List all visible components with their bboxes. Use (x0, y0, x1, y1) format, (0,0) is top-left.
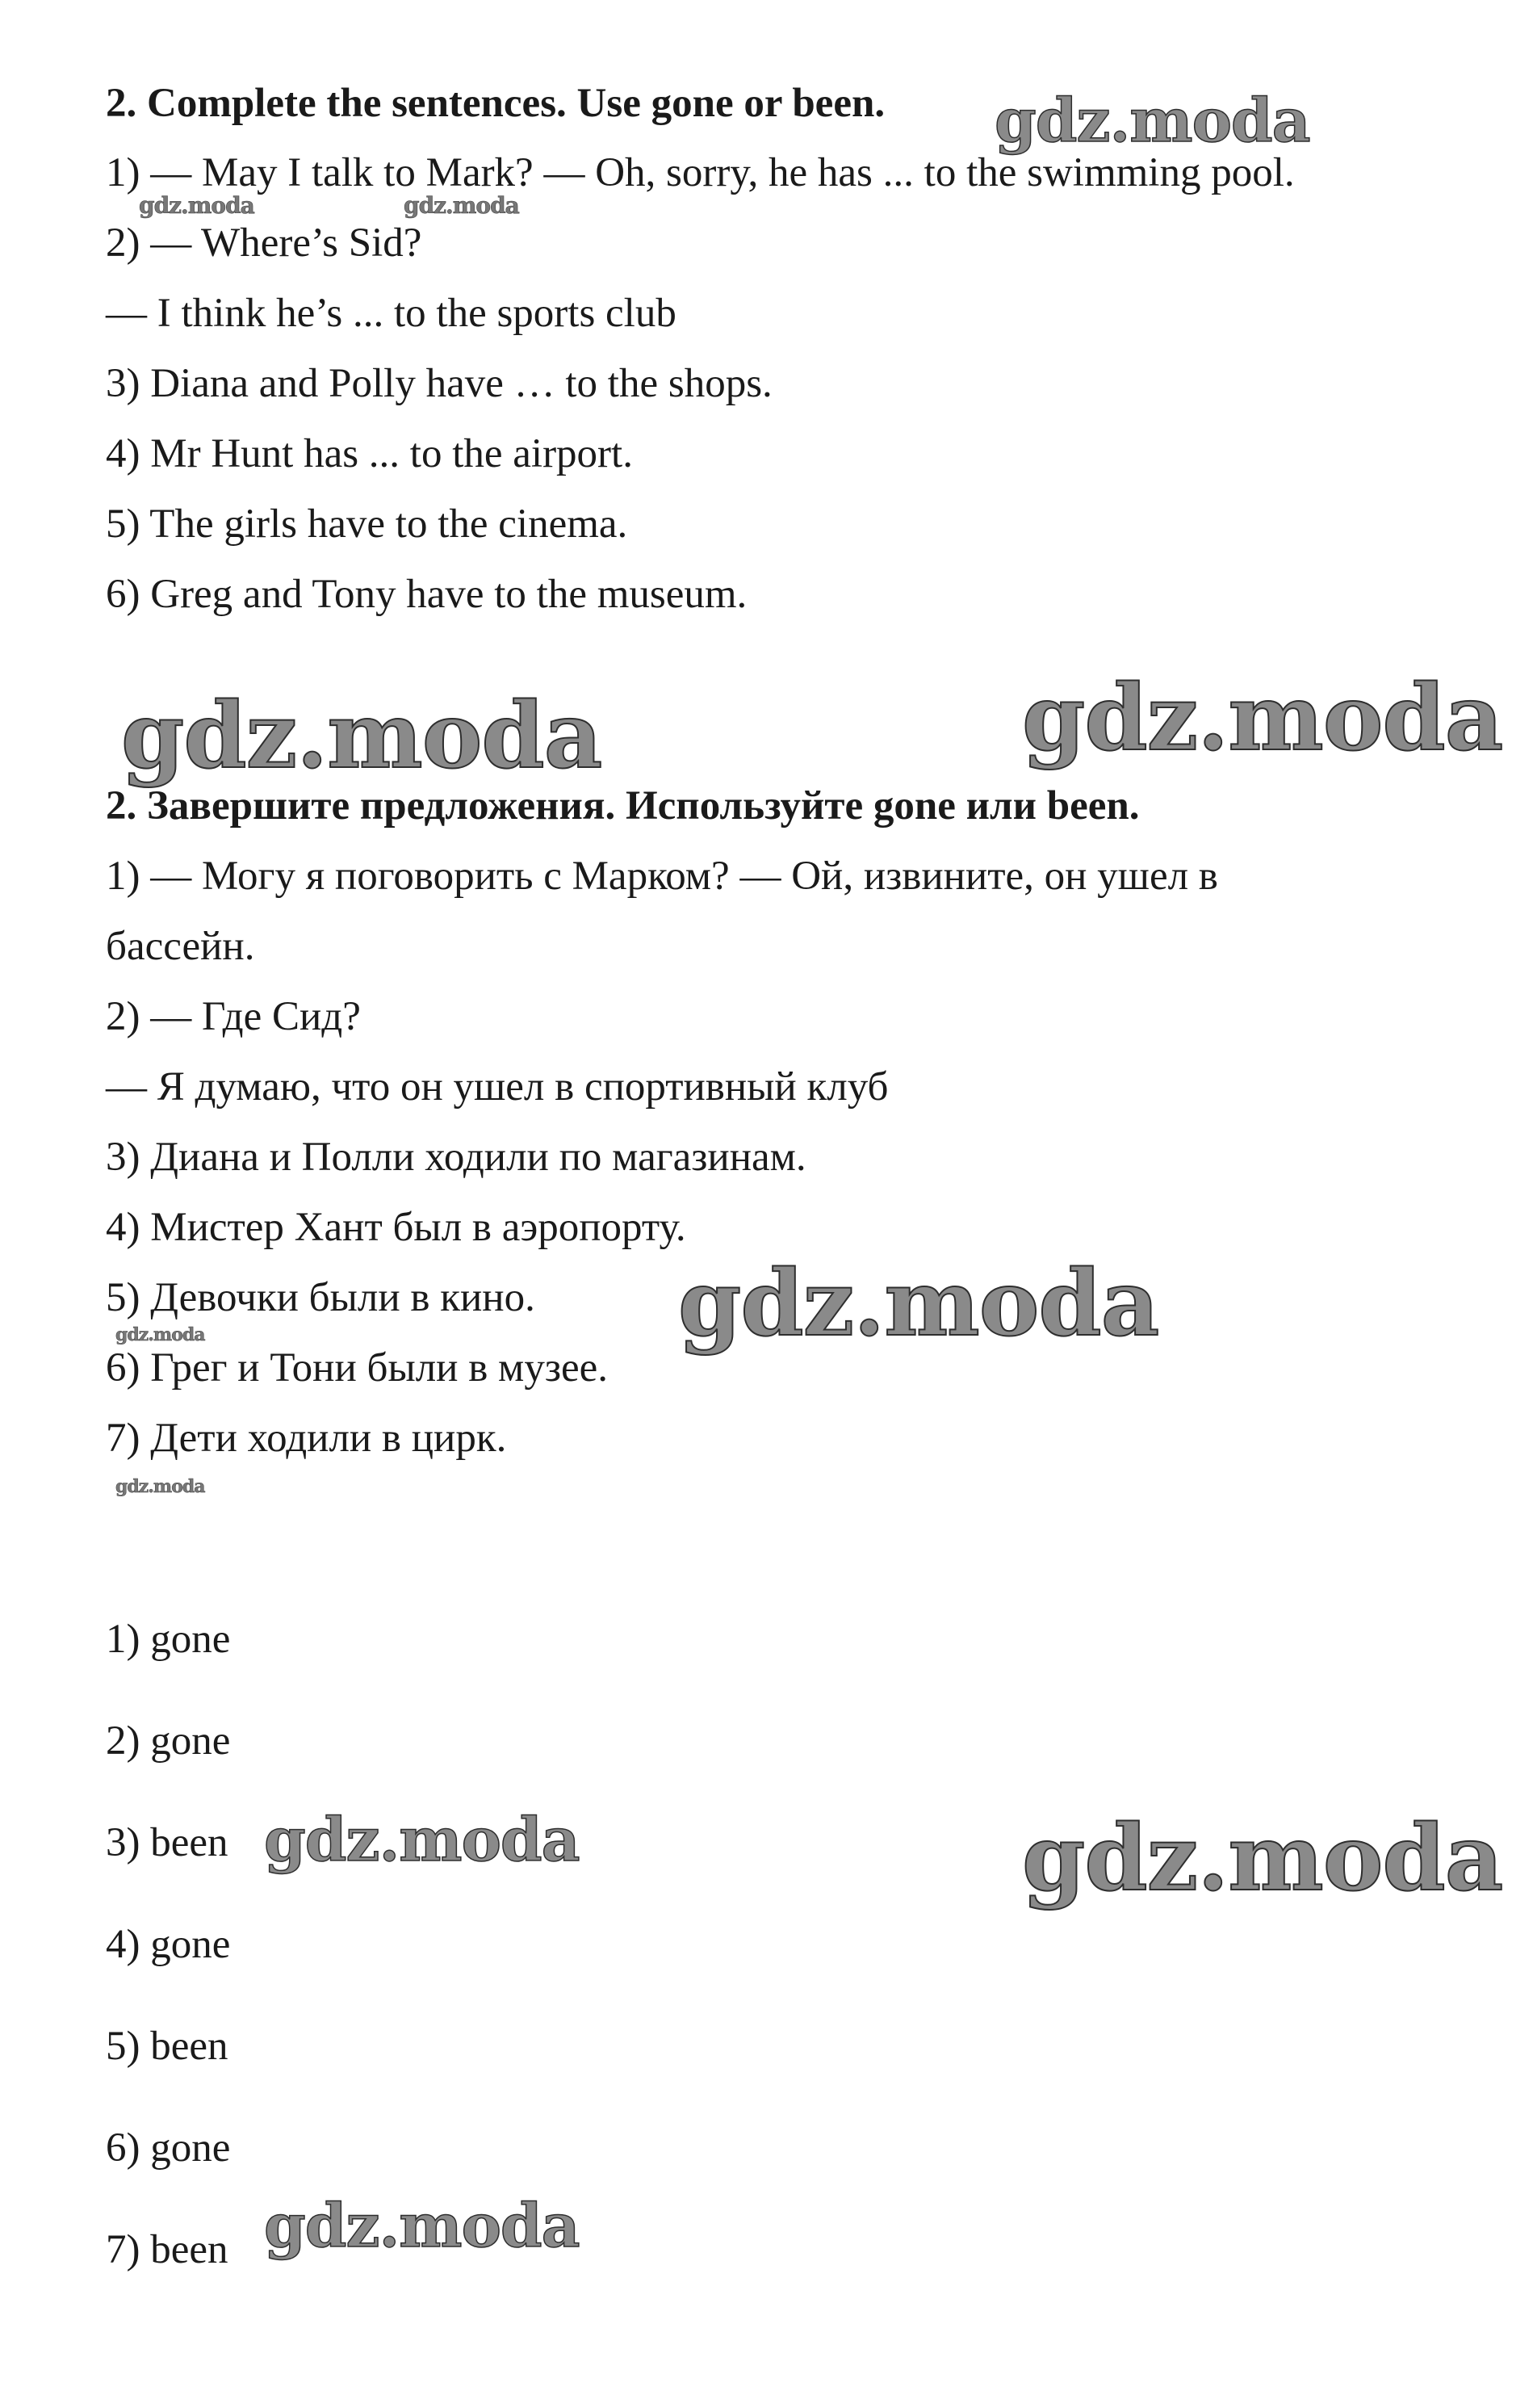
russian-line-9: 7) Дети ходили в цирк. (106, 1416, 507, 1461)
watermark-logo: gdz.moda (115, 1476, 205, 1497)
russian-heading: 2. Завершите предложения. Используйте gone или been. (106, 783, 1140, 829)
watermark-logo: gdz.moda (121, 683, 602, 789)
russian-line-5: 3) Диана и Полли ходили по магазинам. (106, 1135, 806, 1180)
russian-line-3: 2) — Где Сид? (106, 994, 361, 1039)
answer-1: 1) gone (106, 1617, 231, 1662)
watermark-logo: gdz.moda (139, 192, 254, 219)
english-heading: 2. Complete the sentences. Use gone or been. (106, 81, 886, 126)
watermark-logo: gdz.moda (115, 1324, 205, 1345)
english-line-7: 6) Greg and Tony have to the museum. (106, 572, 748, 617)
russian-line-6: 4) Мистер Хант был в аэропорту. (106, 1205, 686, 1250)
watermark-logo: gdz.moda (678, 1251, 1159, 1357)
english-line-2: 2) — Where’s Sid? (106, 220, 422, 266)
english-line-6: 5) The girls have to the cinema. (106, 501, 628, 547)
english-line-3: — I think he’s ... to the sports club (106, 291, 676, 336)
english-line-5: 4) Mr Hunt has ... to the airport. (106, 431, 633, 476)
russian-line-2: бассейн. (106, 924, 255, 969)
answer-4: 4) gone (106, 1922, 231, 1967)
answer-3: 3) been (106, 1820, 228, 1865)
watermark-logo: gdz.moda (264, 1806, 580, 1875)
russian-line-1: 1) — Могу я поговорить с Марком? — Ой, извините, он ушел в (106, 854, 1218, 899)
answer-7: 7) been (106, 2227, 228, 2272)
english-line-4: 3) Diana and Polly have … to the shops. (106, 361, 773, 406)
answer-5: 5) been (106, 2024, 228, 2069)
english-line-1: 1) — May I talk to Mark? — Oh, sorry, he has ... to the swimming pool. (106, 150, 1295, 195)
russian-line-7: 5) Девочки были в кино. (106, 1275, 535, 1320)
russian-line-8: 6) Грег и Тони были в музее. (106, 1345, 608, 1391)
watermark-logo: gdz.moda (1022, 665, 1503, 771)
watermark-logo: gdz.moda (1022, 1806, 1503, 1911)
russian-line-4: — Я думаю, что он ушел в спортивный клуб (106, 1064, 889, 1110)
watermark-logo: gdz.moda (995, 86, 1310, 156)
answer-2: 2) gone (106, 1718, 231, 1764)
answer-6: 6) gone (106, 2125, 231, 2171)
watermark-logo: gdz.moda (404, 192, 519, 219)
watermark-logo: gdz.moda (264, 2192, 580, 2261)
